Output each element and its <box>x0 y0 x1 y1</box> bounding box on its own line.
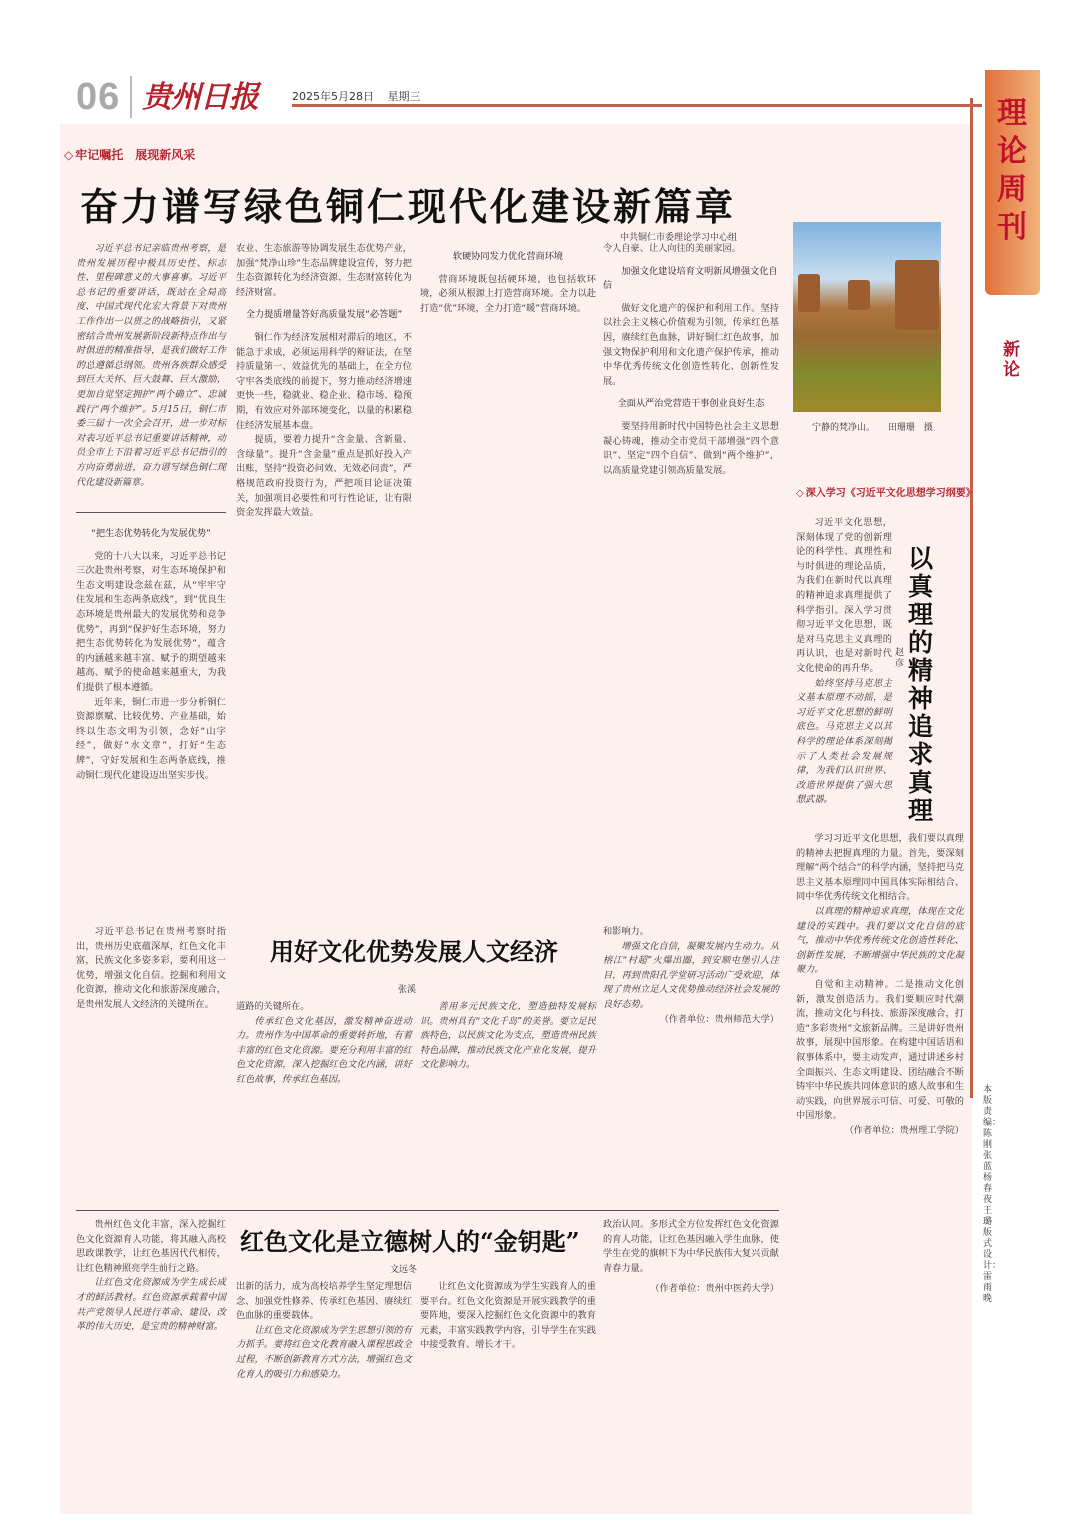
article2-column-top <box>796 516 892 806</box>
lead-divider <box>76 512 226 513</box>
paragraph: 贵州红色文化丰富，深入挖掘红色文化资源育人功能，将其融入高校思政课教学，让红色基因代代相传，让红色精神照亮学生前行之路。 <box>76 1219 226 1274</box>
page-number: 06 <box>76 76 121 118</box>
paragraph: 增强文化自信，凝聚发展内生动力。从榕江“村超”火爆出圈，到安顺屯堡引人注目，再到贵阳孔学堂研习活动广受欢迎，体现了贵州立足人文优势推动经济社会发展的良好态势。 <box>603 940 779 1010</box>
article1-headline: 奋力谱写绿色铜仁现代化建设新篇章 <box>80 184 737 229</box>
issue-date: 2025年5月28日 <box>292 90 374 103</box>
paragraph: 学习习近平文化思想，我们要以真理的精神去把握真理的力量。首先，要深刻理解“两个结合”的科学内涵，坚持把马克思主义基本原理同中国具体实际相结合、同中华优秀传统文化相结合。 <box>796 833 964 903</box>
paragraph: 做好文化遗产的保护和利用工作。坚持以社会主义核心价值观为引领，传承红色基因，赓续红色血脉，讲好铜仁红色故事，加强文物保护利用和文化遗产保护传承，推动中华优秀传统文化创造性转化、创新性发展。 <box>603 302 779 387</box>
paragraph: 和影响力。 <box>603 926 649 937</box>
article3-column-2 <box>236 1000 412 1205</box>
article4-column-1 <box>76 1218 226 1510</box>
caption-text: 宁静的梵净山。 <box>812 423 876 433</box>
article4-byline: 文远冬 <box>390 1265 418 1275</box>
paragraph: 出新的活力，成为高校培养学生坚定理想信念、加强党性修养、传承红色基因、赓续红色血脉的重要载体。 <box>236 1281 412 1322</box>
article1-subhead: 全力提质增量答好高质量发展“必答题” <box>245 309 403 321</box>
article1-subhead: 全面从严治党营造干事创业良好生态 <box>617 398 765 410</box>
newspaper-logo: 贵州日报 <box>142 80 258 115</box>
paragraph: 让红色文化资源成为学生成长成才的鲜活教材。红色资源承载着中国共产党领导人民进行革命、建设、改革的伟大历史，是宝贵的精神财富。 <box>76 1277 226 1333</box>
article2-headline: 以真理的精神追求真理 <box>908 544 934 825</box>
issue-weekday: 星期三 <box>387 90 421 103</box>
article1-subhead: 加强文化建设培育文明新风增强文化自信 <box>603 265 778 292</box>
paragraph: 自觉和主动精神。二是推动文化创新，激发创造活力。我们要顺应时代潮流，推动文化与科技、旅游深度融合，打造“多彩贵州”文旅新品牌。三是讲好贵州故事，展现中国形象。在构建中国话语和叙事体系中，要主动发声，通过讲述乡村全面振兴、生态文明建设、团结融合不断铸牢中华民族共同体意识的感人故事和生动实践，向世界展示可信、可爱、可敬的中国形象。 <box>796 978 964 1122</box>
article4-column-3 <box>420 1280 596 1510</box>
paragraph: 习近平总书记在贵州考察时指出，贵州历史底蕴深厚，红色文化丰富，民族文化多姿多彩，要利用这一优势，增强文化自信。挖掘和利用文化资源，推动文化和旅游深度融合，是贵州发展人文经济的关键所在。 <box>76 926 226 1010</box>
paragraph: 党的十八大以来，习近平总书记三次赴贵州考察，对生态环境保护和生态文明建设念兹在兹，从“牢牢守住发展和生态两条底线”，到“优良生态环境是贵州最大的发展优势和竞争优势”，再到“保护好生态环境，努力把生态优势转化为发展优势”，蕴含的内涵越来越丰富、赋予的期望越来越高、赋予的使命越来越重大，为我们提供了根本遵循。 <box>76 550 226 694</box>
paragraph: 以真理的精神追求真理，体现在文化建设的实践中。我们要以文化自信的底气，推动中华优秀传统文化创造性转化、创新性发展，不断增强中华民族的文化凝聚力。 <box>796 905 964 976</box>
paragraph: 提质，要着力提升“含金量、含新量、含绿量”。提升“含金量”重点是抓好投入产出账，坚持“投资必问效、无效必问责”，严格规范政府投资行为，严把项目论证决策关，加强项目必要性和可行性论证，让有限资金发挥最大效益。 <box>236 434 412 519</box>
article3-byline: 张溪 <box>398 985 417 995</box>
article1-subhead: “把生态优势转化为发展优势” <box>91 528 211 540</box>
article4-column-4 <box>603 1218 779 1510</box>
article3-column-3 <box>420 1000 596 1205</box>
article1-kicker: ◇ 牢记嘱托 展现新风采 <box>64 146 195 163</box>
author-unit: （作者单位：贵州理工学院） <box>844 1124 964 1136</box>
author-unit: （作者单位：贵州师范大学） <box>659 1013 779 1025</box>
article-divider <box>76 1210 779 1211</box>
article1-column-1 <box>76 242 226 917</box>
article3-headline: 用好文化优势发展人文经济 <box>270 937 558 966</box>
article2-byline: 赵彦 <box>895 648 905 669</box>
article1-lead: 习近平总书记亲临贵州考察，是贵州发展历程中极具历史性、标志性、里程碑意义的大事喜事。习近平总书记的重要讲话，既站在全局高度、中国式现代化宏大背景下对贵州工作作出一以贯之的战略指引，又紧密结合贵州发展新阶段新特点作出与时俱进的精准指导，是我们做好工作的总遵循总纲领。贵州各族群众感受到巨大关怀、巨大鼓舞、巨大激励，更加自觉坚定拥护“两个确立”、忠诚践行“两个维护”。5月15日，铜仁市委三届十一次全会召开，进一步对标对表习近平总书记重要讲话精神，动员全市上下沿着习近平总书记指引的方向奋勇前进，奋力谱写绿色铜仁现代化建设新篇章。 <box>76 243 226 488</box>
paragraph: 传承红色文化基因，激发精神奋进动力。贵州作为中国革命的重要转折地，有着丰富的红色文化资源。要充分利用丰富的红色文化资源，深入挖掘红色文化内涵，讲好红色故事，传承红色基因。 <box>236 1015 412 1085</box>
article1-column-3 <box>420 242 596 917</box>
paragraph: 要坚持用新时代中国特色社会主义思想凝心铸魂，推动全市党员干部增强“四个意识”、坚定“四个自信”、做到“两个维护”，以高质量党建引领高质量发展。 <box>603 420 779 476</box>
article1-subhead: 软硬协同发力优化营商环境 <box>452 251 564 262</box>
photo-caption <box>812 420 933 433</box>
author-unit: （作者单位：贵州中医药大学） <box>650 1283 779 1295</box>
side-label: 新论 <box>1003 340 1020 380</box>
masthead-rule <box>292 104 982 107</box>
article4-headline: 红色文化是立德树人的“金钥匙” <box>240 1227 580 1256</box>
article3-column-1 <box>76 925 226 1205</box>
article1-byline: 中共铜仁市委理论学习中心组 <box>620 233 738 243</box>
paragraph: 让红色文化资源成为学生实践育人的重要平台。红色文化资源是开展实践教学的重要阵地，要深入挖掘红色文化资源中的教育元素，丰富实践教学内容，引导学生在实践中接受教育、增长才干。 <box>420 1281 596 1351</box>
paragraph: 近年来，铜仁市进一步分析铜仁资源禀赋、比较优势、产业基础，始终以生态文明为引领，念好“山字经”，做好“水文章”，打好“生态牌”，守好发展和生态两条底线，推动铜仁现代化建设迈出坚实步伐。 <box>76 696 226 781</box>
paragraph: 铜仁作为经济发展相对滞后的地区，不能急于求成，必须运用科学的辩证法，在坚持质量第一、效益优先的基础上，在全方位守牢各类底线的前提下，努力推动经济增速更快一些，稳就业、稳企业、稳市场、稳预期，有效应对外部环境变化，以量的积累稳住经济发展基本盘。 <box>236 331 412 431</box>
paragraph: 始终坚持马克思主义基本原理不动摇，是习近平文化思想的鲜明底色。马克思主义以其科学的理论体系深刻揭示了人类社会发展规律，为我们认识世界、改造世界提供了强大思想武器。 <box>796 677 892 806</box>
paragraph: 善用多元民族文化，塑造独特发展标识。贵州具有“文化千岛”的美誉。要立足民族特色，以民族文化为支点，塑造贵州民族特色品牌，推动民族文化产业化发展，提升文化影响力。 <box>420 1001 596 1071</box>
article2-column-bottom <box>796 832 964 1432</box>
article4-column-2 <box>236 1280 412 1510</box>
paragraph: 道路的关键所在。 <box>236 1001 310 1012</box>
section-title: 理论周刊 <box>997 96 1027 245</box>
masthead-separator <box>130 76 132 118</box>
article3-column-4 <box>603 925 779 1205</box>
paragraph: 政治认同。多形式全方位发挥红色文化资源的育人功能，让红色基因融入学生血脉，使学生在党的旗帜下为中华民族伟大复兴贡献青春力量。 <box>603 1219 779 1274</box>
dateline <box>292 88 421 104</box>
paragraph: 让红色文化资源成为学生思想引领的有力抓手。要将红色文化教育融入课程思政全过程，不断创新教育方式方法，增强红色文化育人的吸引力和感染力。 <box>236 1324 412 1380</box>
paragraph: 农业、生态旅游等协调发展生态优势产业，加强“梵净山珍”生态品牌建设宣传，努力把生态资源转化为经济资源、生态财富转化为经济财富。 <box>236 243 412 298</box>
paragraph: 营商环境既包括硬环境，也包括软环境，必须从根源上打造营商环境。全力以赴打造“优”环境，全力打造“暖”营商环境。 <box>420 273 596 314</box>
page-credits: 本版责编：陈刚 张蓝 杨春夜 王璐 版式设计：雷雨晚 <box>983 1085 1002 1304</box>
article2-kicker: ◇ 深入学习《习近平文化思想学习纲要》 <box>796 484 976 499</box>
article1-column-4 <box>603 242 779 917</box>
article1-column-2 <box>236 242 412 917</box>
photo-fanjingshan <box>793 222 941 412</box>
paragraph: 习近平文化思想，深刻体现了党的创新理论的科学性、真理性和与时俱进的理论品质，为我们在新时代以真理的精神追求真理提供了科学指引。深入学习贯彻习近平文化思想，既是对马克思主义真理的再认识，也是对新时代文化使命的再升华。 <box>796 517 892 674</box>
paragraph: 令人自豪、让人向往的美丽家园。 <box>603 243 741 254</box>
panel-border <box>970 98 973 1098</box>
photo-credit: 田珊珊 摄 <box>887 423 933 433</box>
